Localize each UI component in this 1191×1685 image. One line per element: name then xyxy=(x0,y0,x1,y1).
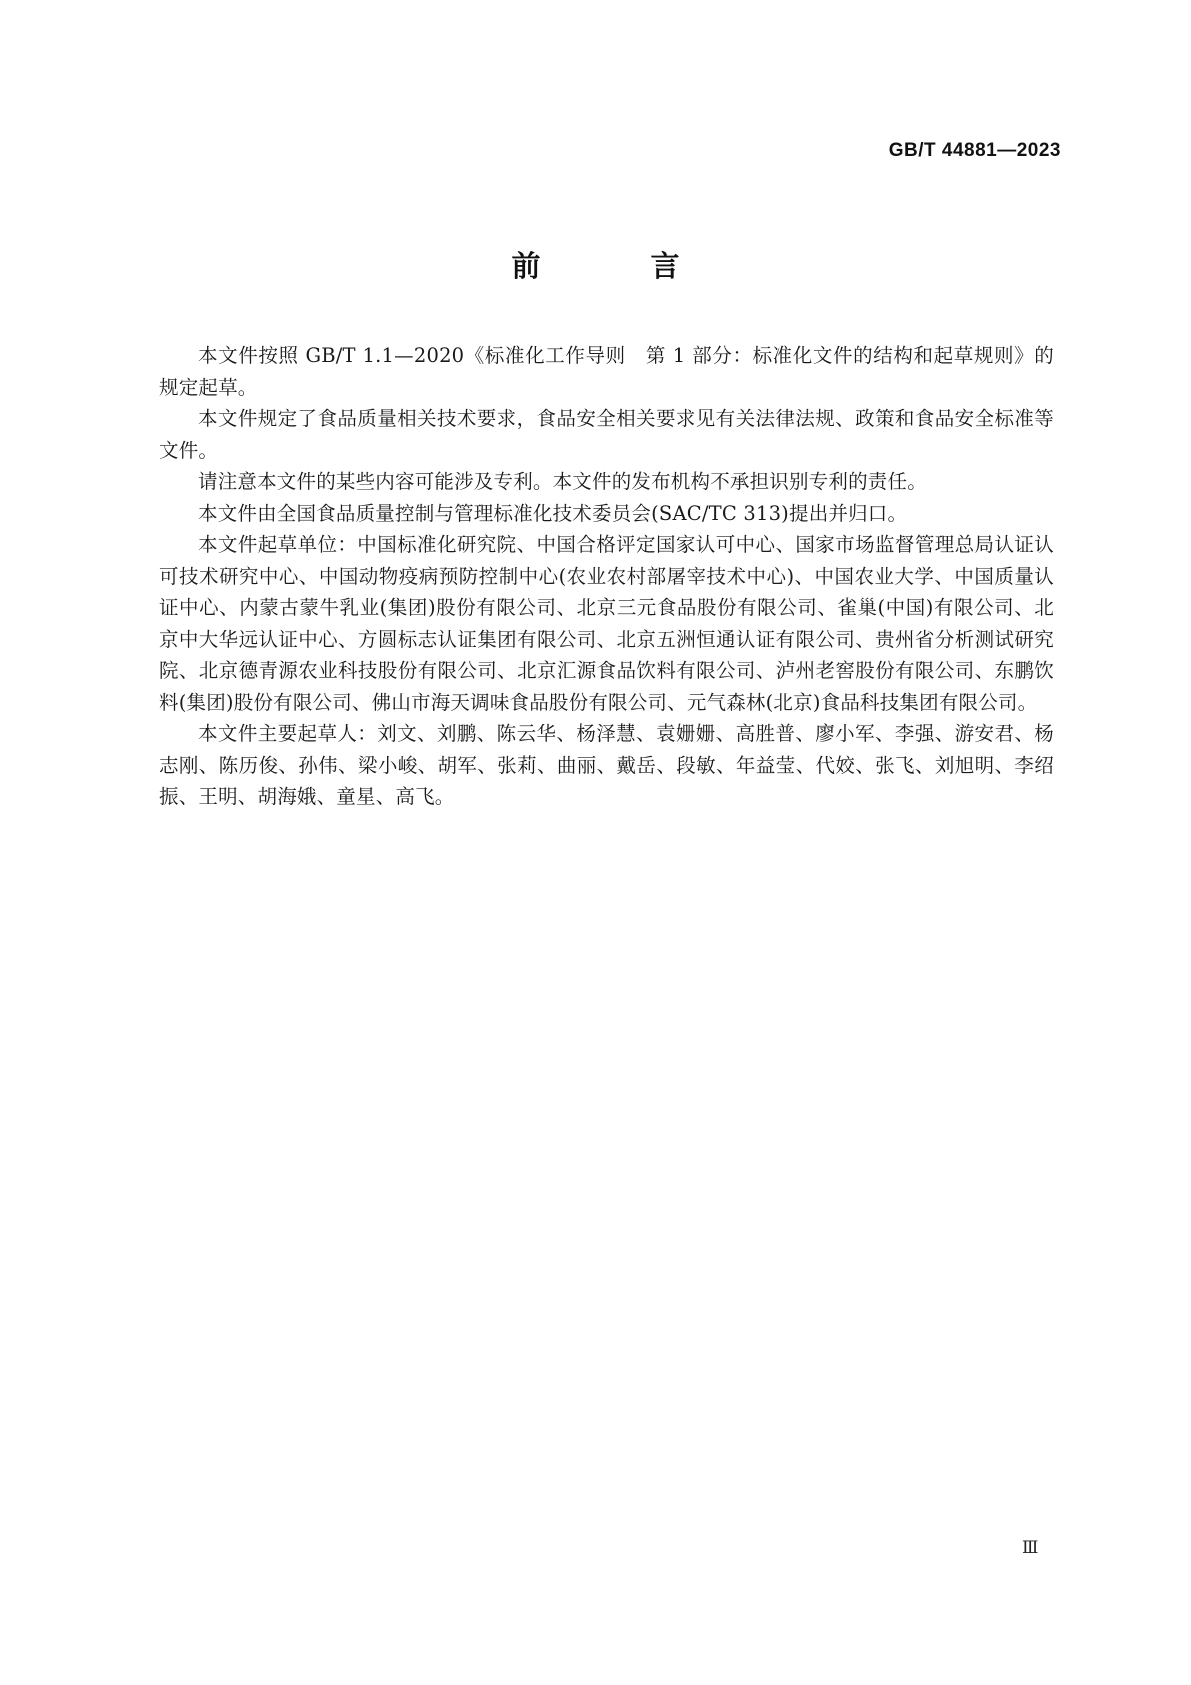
paragraph-patent-notice: 请注意本文件的某些内容可能涉及专利。本文件的发布机构不承担识别专利的责任。 xyxy=(198,470,927,493)
paragraph-drafting-units: 本文件起草单位：中国标准化研究院、中国合格评定国家认可中心、国家市场监督管理总局认证认可技术研究中心、中国动物疫病预防控制中心(农业农村部屠宰技术中心)、中国农业大学、中国质量认证中心、内蒙古蒙牛乳业(集团)股份有限公司、北京三元食品股份有限公司、雀巢(中国)有限公司、北京中大华远认证中心、方圆标志认证集团有限公司、北京五洲恒通认证有限公司、贵州省分析测试研究院、北京德青源农业科技股份有限公司、北京汇源食品饮料有限公司、泸州老窖股份有限公司、东鹏饮料(集团)股份有限公司、佛山市海天调味食品股份有限公司、元气森林(北京)食品科技集团有限公司。 xyxy=(159,533,1054,714)
page-number: Ⅲ xyxy=(1022,1538,1039,1558)
paragraph-drafting-rules: 本文件按照 GB/T 1.1—2020《标准化工作导则 第 1 部分：标准化文件的结构和起草规则》的规定起草。 xyxy=(159,344,1054,399)
paragraph-drafters: 本文件主要起草人：刘文、刘鹏、陈云华、杨泽慧、袁姗姗、高胜普、廖小军、李强、游安君、杨志刚、陈历俊、孙伟、梁小峻、胡军、张莉、曲丽、戴岳、段敏、年益莹、代姣、张飞、刘旭明、李绍振、王明、胡海娥、童星、高飞。 xyxy=(159,722,1054,808)
foreword-body xyxy=(159,340,1054,813)
paragraph-proposer: 本文件由全国食品质量控制与管理标准化技术委员会(SAC/TC 313)提出并归口。 xyxy=(198,501,908,525)
page-title: 前 言 xyxy=(511,249,730,283)
standard-code: GB/T 44881—2023 xyxy=(888,140,1061,161)
paragraph-scope: 本文件规定了食品质量相关技术要求，食品安全相关要求见有关法律法规、政策和食品安全标准等文件。 xyxy=(159,407,1054,462)
